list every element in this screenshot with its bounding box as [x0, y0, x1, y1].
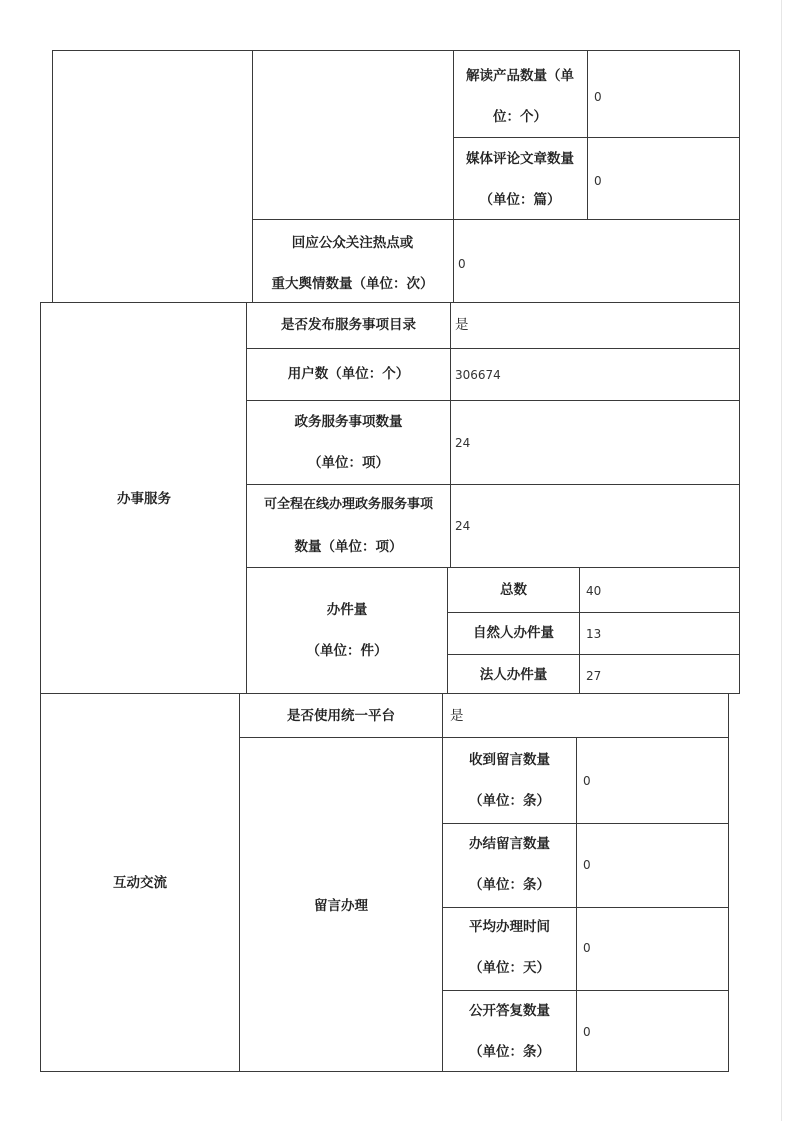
platform-label: 是否使用统一平台: [287, 708, 395, 724]
jiedu-count-label-line2: 位：个）: [493, 109, 547, 125]
items-label-line2: （单位：项）: [308, 455, 389, 471]
media-count-value: 0: [594, 174, 602, 188]
users-value: 306674: [455, 368, 501, 382]
items-label-line1: 政务服务事项数量: [294, 414, 403, 430]
cases-legal-value: 27: [586, 669, 602, 683]
services-section-label: 办事服务: [117, 491, 171, 507]
cases-total-value: 40: [586, 584, 602, 598]
cases-natural-value: 13: [586, 627, 602, 641]
catalog-label: 是否发布服务事项目录: [281, 317, 416, 333]
cases-natural-label: 自然人办件量: [473, 625, 554, 641]
catalog-value: 是: [455, 317, 469, 333]
users-label: 用户数（单位：个）: [287, 366, 410, 382]
messages-label: 留言办理: [314, 898, 368, 914]
completed-value: 0: [583, 858, 591, 872]
avg-time-label-line2: （单位：天）: [469, 960, 550, 976]
public-reply-value: 0: [583, 1025, 591, 1039]
interaction-section-label: 互动交流: [113, 875, 167, 891]
hotspot-count-value: 0: [458, 257, 466, 271]
media-count-label-line2: （单位：篇）: [479, 192, 561, 208]
online-items-value: 24: [455, 519, 471, 533]
cases-label-line2: （单位：件）: [306, 643, 388, 659]
platform-value: 是: [450, 708, 464, 724]
received-label-line2: （单位：条）: [469, 793, 550, 809]
hotspot-count-label-line2: 重大舆情数量（单位：次）: [271, 276, 434, 292]
online-items-label-line2: 数量（单位：项）: [294, 539, 403, 555]
cases-total-label: 总数: [500, 582, 527, 598]
hotspot-count-label-line1: 回应公众关注热点或: [291, 235, 414, 251]
received-label-line1: 收到留言数量: [469, 752, 550, 768]
jiedu-count-label-line1: 解读产品数量（单: [466, 68, 574, 84]
online-items-label-line1: 可全程在线办理政务服务事项: [263, 497, 433, 512]
received-value: 0: [583, 774, 591, 788]
avg-time-value: 0: [583, 941, 591, 955]
completed-label-line2: （单位：条）: [469, 877, 550, 893]
items-value: 24: [455, 436, 471, 450]
jiedu-count-value: 0: [594, 90, 602, 104]
cases-label-line1: 办件量: [326, 602, 368, 618]
public-reply-label-line1: 公开答复数量: [469, 1003, 550, 1019]
cases-legal-label: 法人办件量: [479, 667, 548, 683]
public-reply-label-line2: （单位：条）: [469, 1044, 550, 1060]
media-count-label-line1: 媒体评论文章数量: [466, 151, 574, 167]
completed-label-line1: 办结留言数量: [469, 836, 550, 852]
avg-time-label-line1: 平均办理时间: [469, 919, 550, 935]
